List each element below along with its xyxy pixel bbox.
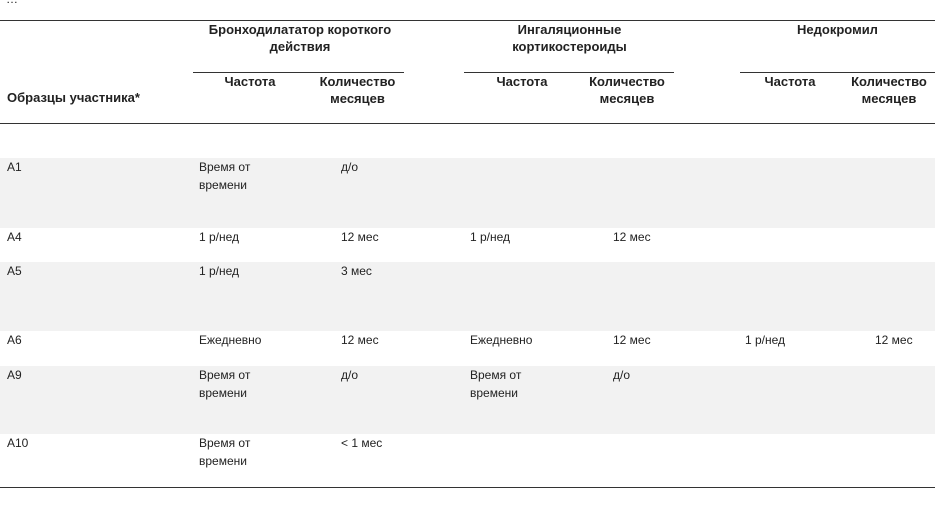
table-cell: Ежедневно <box>199 333 262 347</box>
table-cell: Время от времени <box>199 436 251 468</box>
table-cell: 1 р/нед <box>745 333 786 347</box>
row-header-participant-samples: Образцы участника* <box>7 90 140 105</box>
participant-id-cell: A1 <box>7 160 22 174</box>
table-caption <box>6 0 931 6</box>
column-header-months: Количество месяцев <box>319 74 396 106</box>
table-cell: Время от времени <box>199 160 251 192</box>
group-header-nedocromil: Недокромил <box>797 22 878 37</box>
table-cell: 1 р/нед <box>199 230 240 244</box>
column-header-months: Количество месяцев <box>851 74 927 106</box>
table-row <box>0 228 935 262</box>
table-cell: 3 мес <box>341 264 372 278</box>
table-cell: 12 мес <box>341 333 379 347</box>
table-cell: д/о <box>613 368 631 382</box>
column-header-frequency: Частота <box>496 74 548 89</box>
group-header-inhaled-corticosteroids: Ингаляционные кортикостероиды <box>512 22 627 54</box>
group-header-short-bronchodilator: Бронходилататор короткого действия <box>208 22 392 54</box>
table-cell: д/о <box>341 160 359 174</box>
column-header-frequency: Частота <box>764 74 816 89</box>
table-row <box>0 366 935 434</box>
table-row <box>0 262 935 331</box>
table-cell: д/о <box>341 368 359 382</box>
table-cell: 1 р/нед <box>199 264 240 278</box>
table-cell: 12 мес <box>613 333 651 347</box>
table-cell: 12 мес <box>875 333 913 347</box>
table-cell: < 1 мес <box>341 436 383 450</box>
table-cell: Время от времени <box>470 368 522 400</box>
table-cell: Время от времени <box>199 368 251 400</box>
header-bottom-rule <box>0 123 935 124</box>
participant-id-cell: A6 <box>7 333 22 347</box>
column-header-frequency: Частота <box>224 74 276 89</box>
table-row <box>0 331 935 366</box>
table-row <box>0 434 935 486</box>
participant-id-cell: A5 <box>7 264 22 278</box>
table-cell: 12 мес <box>341 230 379 244</box>
participant-id-cell: A4 <box>7 230 22 244</box>
table-row <box>0 158 935 228</box>
table-cell: 1 р/нед <box>470 230 511 244</box>
table-cell: 12 мес <box>613 230 651 244</box>
participant-id-cell: A10 <box>7 436 29 450</box>
table-bottom-rule <box>0 487 935 488</box>
participant-id-cell: A9 <box>7 368 22 382</box>
column-header-months: Количество месяцев <box>589 74 665 106</box>
table-cell: Ежедневно <box>470 333 533 347</box>
